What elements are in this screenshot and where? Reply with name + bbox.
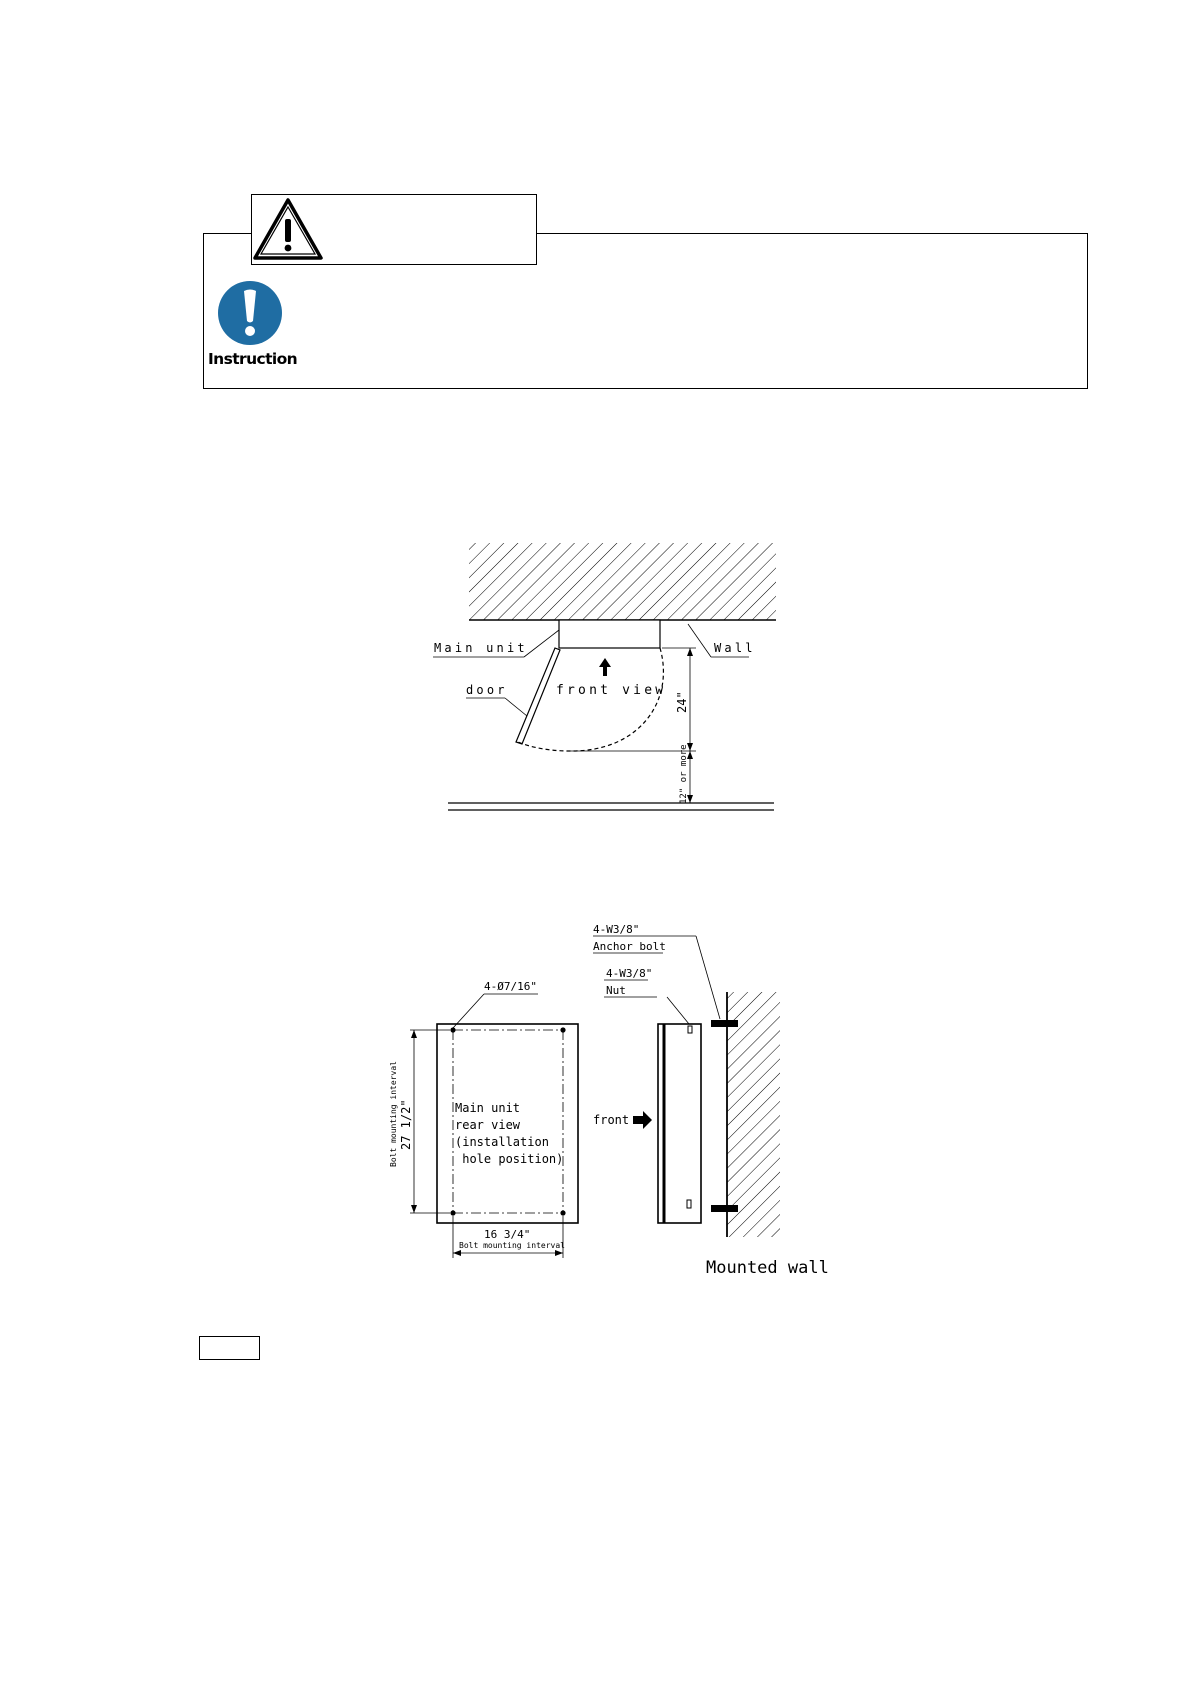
nut-spec: 4-W3/8" [606, 967, 653, 980]
hole-spec: 4-Ø7/16" [484, 980, 537, 993]
dim-24-label: 24" [675, 691, 689, 713]
mounted-wall-hatch [727, 992, 780, 1237]
wall-label: Wall [714, 641, 756, 655]
instruction-label: Instruction [208, 350, 298, 368]
door-shape [516, 648, 560, 744]
door-label: door [466, 683, 508, 697]
main-unit-label: Main unit [434, 641, 528, 655]
vertical-interval-value: 27 1/2" [399, 1099, 413, 1150]
caution-header-tab [251, 194, 537, 265]
rear-view-line-3: (installation [455, 1135, 549, 1149]
mounting-hole [560, 1027, 565, 1032]
warning-triangle-icon [252, 195, 324, 263]
horizontal-interval-value: 16 3/4" [484, 1228, 531, 1241]
mounted-wall-label: Mounted wall [706, 1258, 829, 1278]
vertical-interval-label: Bolt mounting interval [389, 1061, 398, 1167]
up-arrow-icon [599, 658, 611, 676]
anchor-bolt-label: Anchor bolt [593, 940, 666, 953]
anchor-bolt [711, 1205, 738, 1212]
mounting-hole [560, 1210, 565, 1215]
rear-view-line-2: rear view [455, 1118, 521, 1132]
mounting-hole [450, 1027, 455, 1032]
front-label: front [593, 1113, 630, 1127]
door-clearance-figure [430, 530, 780, 820]
main-unit-shape [559, 620, 660, 648]
horizontal-interval-label: Bolt mounting interval [459, 1241, 565, 1250]
mounting-hole [450, 1210, 455, 1215]
nut-label: Nut [606, 984, 626, 997]
wall-hatch [469, 543, 776, 620]
rear-view-line-1: Main unit [455, 1101, 521, 1115]
dim-12-label: 12" or more [679, 744, 689, 804]
front-view-label: front view [556, 683, 667, 698]
anchor-bolt-spec: 4-W3/8" [593, 923, 640, 936]
anchor-bolt [711, 1020, 738, 1027]
note-box [199, 1336, 260, 1360]
mounting-figure [380, 920, 850, 1280]
rear-view-line-4: hole position) [455, 1152, 564, 1166]
right-arrow-icon [633, 1111, 652, 1129]
